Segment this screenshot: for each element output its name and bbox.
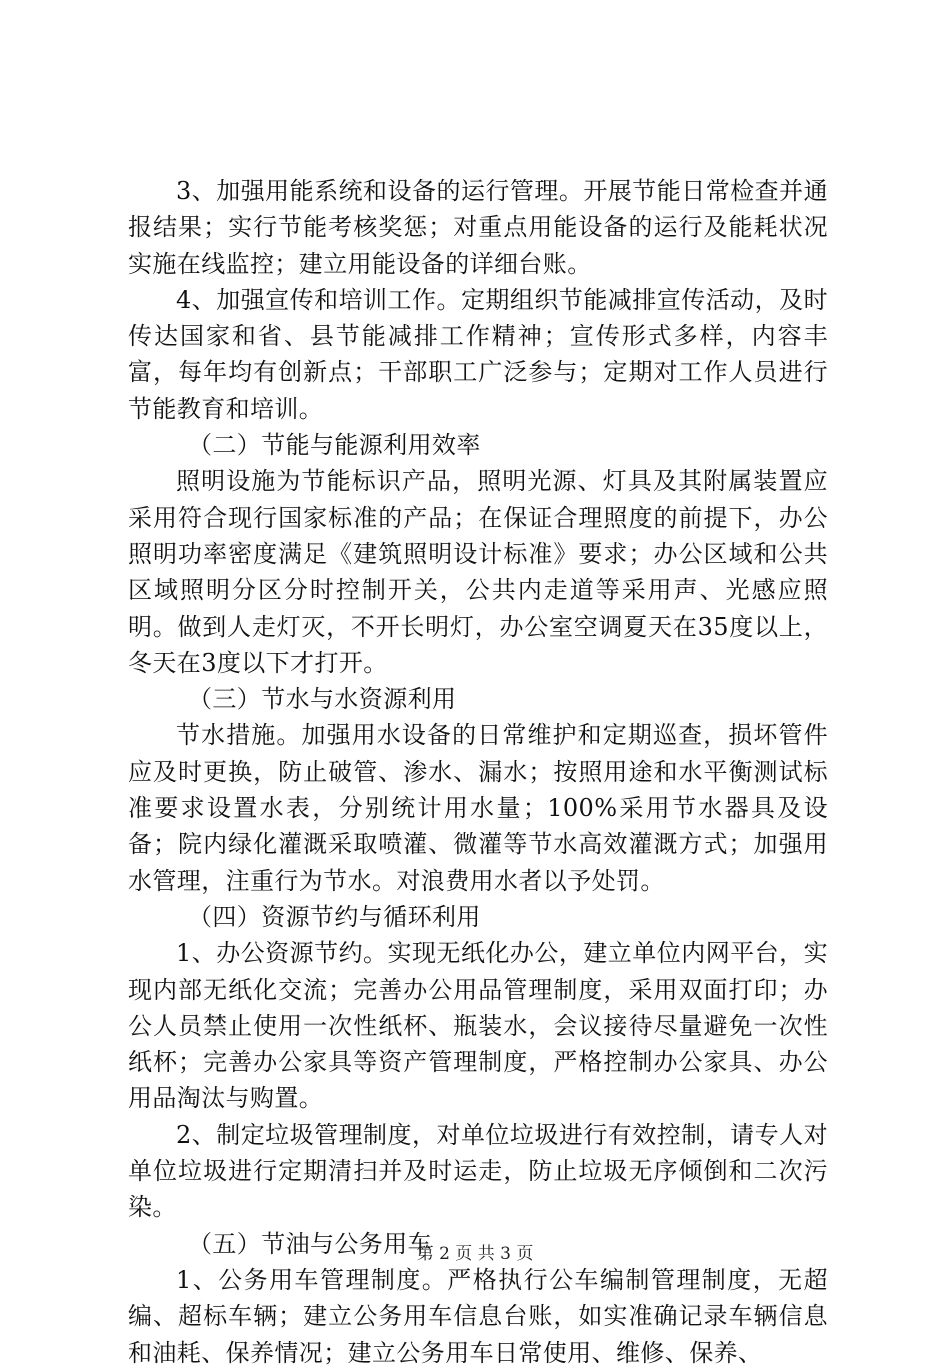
paragraph-waste-management: 2、制定垃圾管理制度，对单位垃圾进行有效控制，请专人对单位垃圾进行定期清扫并及时运走，防止垃圾无序倾倒和二次污染。 — [128, 1120, 828, 1222]
paragraph-equipment-management: 3、加强用能系统和设备的运行管理。开展节能日常检查并通报结果；实行节能考核奖惩；对重点用能设备的运行及能耗状况实施在线监控；建立用能设备的详细台账。 — [128, 177, 828, 278]
paragraph-publicity-training: 4、加强宣传和培训工作。定期组织节能减排宣传活动，及时传达国家和省、县节能减排工作精神；宣传形式多样，内容丰富，每年均有创新点；干部职工广泛参与；定期对工作人员进行节能教育和培训。 — [128, 285, 828, 423]
paragraph-office-resources: 1、办公资源节约。实现无纸化办公，建立单位内网平台，实现内部无纸化交流；完善办公用品管理制度，采用双面打印；办公人员禁止使用一次性纸杯、瓶装水，会议接待尽量避免一次性纸杯；完善办公家具等资产管理制度，严格控制办公家具、办公用品淘汰与购置。 — [128, 939, 828, 1113]
document-body — [128, 173, 828, 1371]
section-heading-vehicles: （五）节油与公务用车 — [188, 1229, 432, 1258]
paragraph-lighting: 照明设施为节能标识产品，照明光源、灯具及其附属装置应采用符合现行国家标准的产品；在保证合理照度的前提下，办公照明功率密度满足《建筑照明设计标准》要求；办公区域和公共区域照明分区分时控制开关，公共内走道等采用声、光感应照明。做到人走灯灭，不开长明灯，办公室空调夏天在35度以上，冬天在3度以下才打开。 — [128, 467, 828, 677]
paragraph-vehicle-management: 1、公务用车管理制度。严格执行公车编制管理制度，无超编、超标车辆；建立公务用车信息台账，如实准确记录车辆信息和油耗、保养情况；建立公务用车日常使用、维修、保养、 — [128, 1265, 828, 1367]
section-heading-water-saving: （三）节水与水资源利用 — [188, 685, 457, 714]
section-heading-energy-efficiency: （二）节能与能源利用效率 — [188, 431, 481, 460]
page-number-footer: 第 2 页 共 3 页 — [416, 1244, 534, 1264]
section-heading-resource-recycling: （四）资源节约与循环利用 — [188, 902, 481, 931]
paragraph-water-measures: 节水措施。加强用水设备的日常维护和定期巡查，损坏管件应及时更换，防止破管、渗水、漏水；按照用途和水平衡测试标准要求设置水表，分别统计用水量；100%采用节水器具及设备；院内绿化灌溉采取喷灌、微灌等节水高效灌溉方式；加强用水管理，注重行为节水。对浪费用水者以予处罚。 — [128, 721, 828, 895]
